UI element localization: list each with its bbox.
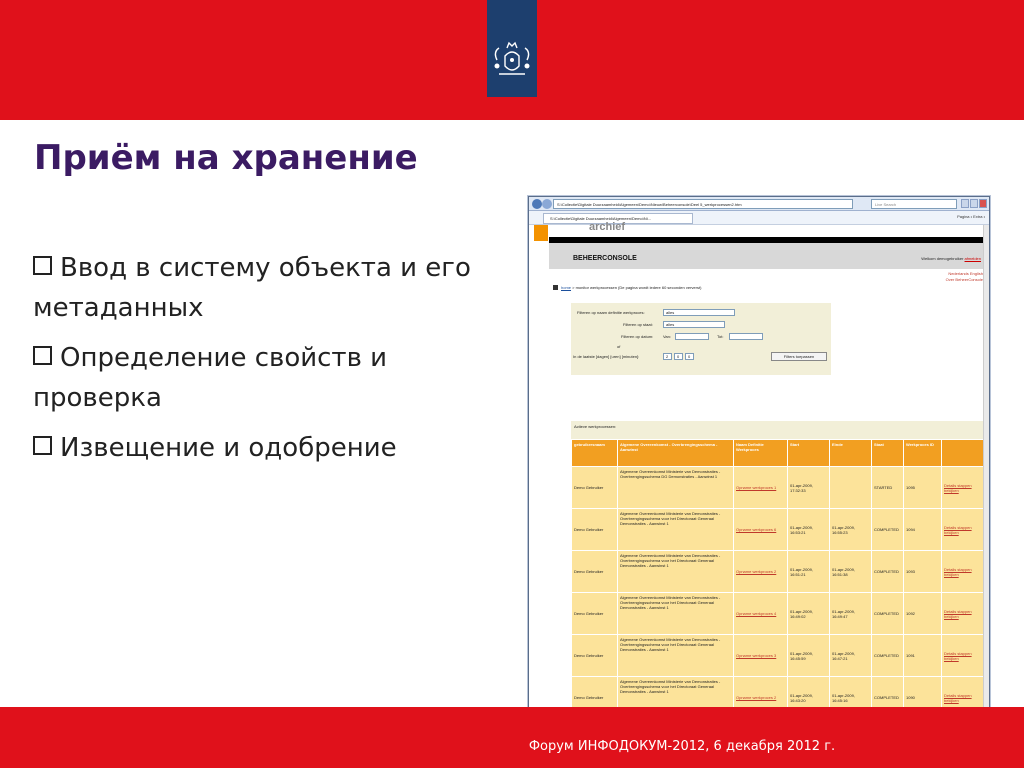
user-cell (572, 467, 618, 509)
browser-screenshot (528, 196, 990, 720)
table-row (572, 467, 984, 509)
definition-cell (618, 635, 734, 677)
or-label: of (617, 344, 621, 349)
column-header: Einde (830, 440, 872, 467)
bullet-item (33, 338, 513, 418)
last-hours-input[interactable]: 0 (674, 353, 683, 360)
state-cell (872, 551, 904, 593)
process-id-cell: 1094 (906, 527, 915, 532)
user-cell: Demo Gebruiker (574, 527, 604, 532)
end-cell: 01-apr-2009, 16:55:23 (832, 524, 855, 535)
user-cell (572, 509, 618, 551)
end-cell (830, 593, 872, 635)
bullet-list (33, 248, 513, 478)
process-id-cell: 1095 (906, 485, 915, 490)
about-link[interactable]: Over BeheerConsole (945, 277, 983, 282)
from-date-input[interactable] (675, 333, 709, 340)
url-input[interactable]: S:\Collectie\Digitale Duurzaamheid\Algemeen\Demo\Nieuw\Beheerconsole\Deel 5_werkprocessen2.htm (553, 199, 853, 209)
details-cell (942, 551, 984, 593)
state-cell: STARTED (874, 485, 893, 490)
details-cell (942, 593, 984, 635)
toolbar-commands[interactable]: Pagina • Extra • (957, 214, 985, 219)
bullet-item (33, 248, 513, 328)
state-cell (872, 467, 904, 509)
end-cell (830, 551, 872, 593)
app-logo: archief (589, 221, 626, 233)
process-id-cell (904, 467, 942, 509)
process-link[interactable]: Opname werkproces 4 (736, 611, 777, 616)
process-cell (734, 467, 788, 509)
end-cell: 01-apr-2009, 16:45:16 (832, 692, 855, 703)
filter-definition-label: Filteren op naam definitie werkproces: (577, 310, 645, 315)
definition-select[interactable]: alles (663, 309, 735, 316)
process-cell (734, 509, 788, 551)
last-period-label: In de laatste [dagen] [uren] [minuten]: (573, 354, 640, 359)
language-link[interactable]: Nederlands English (948, 271, 983, 276)
process-cell (734, 593, 788, 635)
coat-of-arms-emblem (487, 0, 537, 97)
user-cell (572, 635, 618, 677)
definition-cell: Algemene Overeenkomst Ministerie van Demonstraties - Overbrengingsschema voor het Directoraat Generaal Demonstraties - Aanwinst 1 (620, 679, 721, 694)
process-id-cell (904, 593, 942, 635)
end-cell (830, 467, 872, 509)
user-cell (572, 551, 618, 593)
welcome-label: Welkom demogebruiker (921, 256, 964, 261)
user-cell: Demo Gebruiker (574, 611, 604, 616)
process-link[interactable]: Opname werkproces 6 (736, 527, 777, 532)
breadcrumb-text: > monitor werkprocessen (De pagina wordt iedere 60 seconden ververst) (572, 285, 702, 290)
start-cell (788, 467, 830, 509)
user-cell: Demo Gebruiker (574, 569, 604, 574)
details-cell (942, 635, 984, 677)
brand-strip (534, 225, 548, 241)
filter-state-label: Filteren op staat: (623, 322, 653, 327)
process-id-cell: 1092 (906, 611, 915, 616)
state-cell: COMPLETED (874, 653, 899, 658)
user-cell (572, 593, 618, 635)
process-link[interactable]: Opname werkproces 2 (736, 569, 777, 574)
top-banner (0, 0, 1024, 120)
details-link[interactable]: Details stappen bekijken (944, 482, 972, 493)
breadcrumb-home-link[interactable]: home (561, 285, 572, 290)
start-cell: 01-apr-2009, 17:32:33 (790, 482, 813, 493)
start-cell (788, 593, 830, 635)
user-cell: Demo Gebruiker (574, 695, 604, 700)
table-header-row (572, 440, 984, 467)
end-cell: 01-apr-2009, 16:49:47 (832, 608, 855, 619)
state-cell (872, 593, 904, 635)
table-row (572, 551, 984, 593)
filter-date-label: Filteren op datum: (621, 334, 654, 339)
process-id-cell (904, 551, 942, 593)
state-cell: COMPLETED (874, 527, 899, 532)
state-cell (872, 635, 904, 677)
header-links (946, 271, 983, 283)
active-processes-label: Actieve werkprocessen: (571, 421, 983, 439)
start-cell (788, 551, 830, 593)
breadcrumb (553, 285, 701, 290)
console-title: BEHEERCONSOLE (573, 255, 637, 262)
table-row (572, 635, 984, 677)
last-minutes-input[interactable]: 0 (685, 353, 694, 360)
details-cell (942, 509, 984, 551)
details-link[interactable]: Details stappen bekijken (944, 608, 972, 619)
start-cell: 01-apr-2009, 16:51:21 (790, 566, 813, 577)
process-id-cell: 1090 (906, 695, 915, 700)
process-id-cell (904, 509, 942, 551)
end-cell: 01-apr-2009, 16:47:21 (832, 650, 855, 661)
bullet-text: Ввод в систему объекта и его метаданных (33, 253, 471, 323)
definition-cell (618, 551, 734, 593)
checkbox-bullet-icon (33, 346, 52, 365)
forward-icon[interactable] (542, 199, 552, 209)
details-cell (942, 467, 984, 509)
column-header: Start (788, 440, 830, 467)
column-header: gebruikersnaam (572, 440, 618, 467)
definition-cell: Algemene Overeenkomst Ministerie van Demonstraties - Overbrengingsschema voor het Directoraat Generaal Demonstraties - Aanwinst 1 (620, 637, 721, 652)
column-header: Werkproces ID (904, 440, 942, 467)
column-header (942, 440, 984, 467)
process-id-cell: 1093 (906, 569, 915, 574)
apply-filters-button[interactable]: Filters toepassen (771, 352, 827, 361)
process-cell (734, 551, 788, 593)
details-link[interactable]: Details stappen bekijken (944, 650, 972, 661)
state-cell: COMPLETED (874, 569, 899, 574)
end-cell (830, 509, 872, 551)
state-cell (872, 509, 904, 551)
vertical-scrollbar[interactable] (983, 225, 989, 711)
state-cell: COMPLETED (874, 695, 899, 700)
end-cell (830, 635, 872, 677)
start-cell (788, 509, 830, 551)
definition-cell: Algemene Overeenkomst Ministerie van Demonstraties - Overbrengingsschema voor het Directoraat Generaal Demonstraties - Aanwinst 1 (620, 553, 721, 568)
back-icon[interactable] (532, 199, 542, 209)
column-header: Algemene Overeenkomst - Overbrengingsschema - Aanwinst (618, 440, 734, 467)
definition-cell (618, 593, 734, 635)
definition-cell: Algemene Overeenkomst Ministerie van Demonstraties - Overbrengingsschema voor het Directoraat Generaal Demonstraties - Aanwinst 1 (620, 511, 721, 526)
table-row (572, 509, 984, 551)
footer-text: Форум ИНФОДОКУМ-2012, 6 декабря 2012 г. (528, 739, 836, 754)
processes-table (571, 439, 984, 720)
bottom-banner (0, 707, 1024, 768)
definition-cell (618, 467, 734, 509)
bullet-text: Определение свойств и проверка (33, 343, 388, 413)
logout-link[interactable]: afmelden (964, 256, 981, 261)
process-link[interactable]: Opname werkproces 3 (736, 653, 777, 658)
maximize-icon[interactable] (970, 199, 978, 208)
from-label: Van: (663, 334, 671, 339)
start-cell (788, 635, 830, 677)
slide-title: Приём на хранение (34, 138, 418, 178)
user-cell: Demo Gebruiker (574, 485, 604, 490)
minimize-icon[interactable] (961, 199, 969, 208)
table-row (572, 593, 984, 635)
close-icon[interactable] (979, 199, 987, 208)
column-header: Staat (872, 440, 904, 467)
end-cell: 01-apr-2009, 16:51:38 (832, 566, 855, 577)
process-id-cell (904, 635, 942, 677)
to-label: Tot: (717, 334, 724, 339)
welcome-text (921, 256, 981, 261)
last-days-input[interactable]: 2 (663, 353, 672, 360)
process-link[interactable]: Opname werkproces 2 (736, 695, 777, 700)
process-id-cell: 1091 (906, 653, 915, 658)
page-content (529, 221, 989, 711)
checkbox-bullet-icon (33, 436, 52, 455)
column-header: Naam Definitie Werkproces (734, 440, 788, 467)
bullet-text: Извещение и одобрение (60, 433, 397, 463)
user-cell: Demo Gebruiker (574, 653, 604, 658)
browser-tab[interactable]: S:\Collectie\Digitale Duurzaamheid\Algemeen\Demo\Ni... (543, 213, 693, 224)
details-link[interactable]: Details stappen bekijken (944, 692, 972, 703)
state-select[interactable]: alles (663, 321, 725, 328)
start-cell: 01-apr-2009, 16:53:21 (790, 524, 813, 535)
start-cell: 01-apr-2009, 16:43:20 (790, 692, 813, 703)
state-cell: COMPLETED (874, 611, 899, 616)
address-bar (529, 197, 989, 211)
filter-panel (571, 303, 831, 375)
bullet-item (33, 428, 513, 468)
definition-cell: Algemene Overeenkomst Ministerie van Demonstraties - Overbrengingsschema DG Demonstraties - Aanwinst 1 (620, 469, 721, 479)
definition-cell (618, 509, 734, 551)
page-icon (553, 285, 558, 290)
definition-cell: Algemene Overeenkomst Ministerie van Demonstraties - Overbrengingsschema voor het Directoraat Generaal Demonstraties - Aanwinst 1 (620, 595, 721, 610)
process-link[interactable]: Opname werkproces 1 (736, 485, 777, 490)
process-cell (734, 635, 788, 677)
search-input[interactable]: Live Search (871, 199, 957, 209)
details-link[interactable]: Details stappen bekijken (944, 524, 972, 535)
to-date-input[interactable] (729, 333, 763, 340)
checkbox-bullet-icon (33, 256, 52, 275)
start-cell: 01-apr-2009, 16:45:59 (790, 650, 813, 661)
start-cell: 01-apr-2009, 16:49:02 (790, 608, 813, 619)
details-link[interactable]: Details stappen bekijken (944, 566, 972, 577)
